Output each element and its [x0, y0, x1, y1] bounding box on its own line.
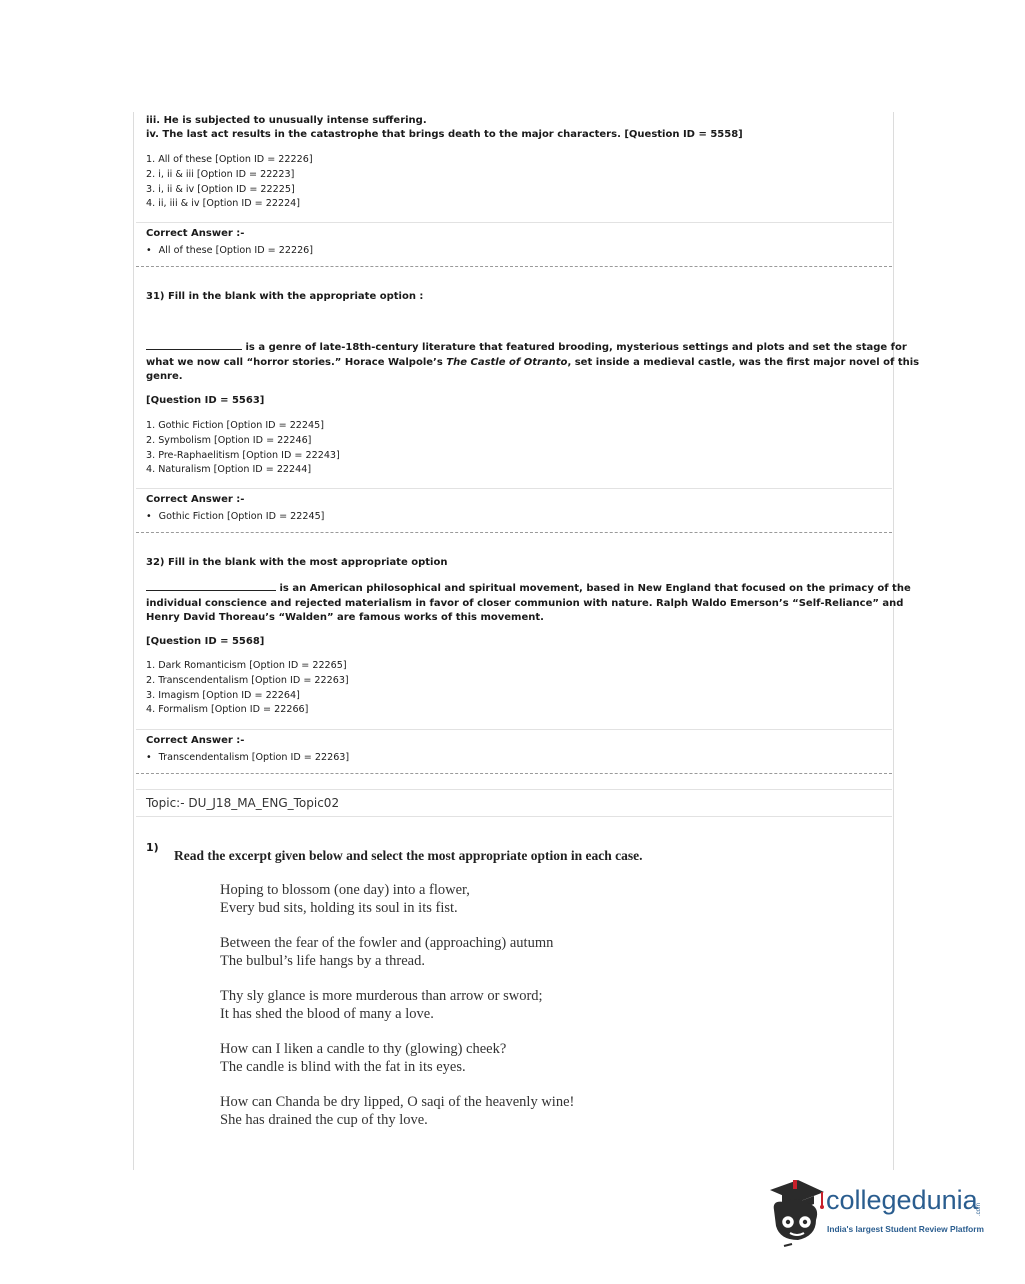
- q30-option: 2. i, ii & iii [Option ID = 22223]: [146, 168, 295, 180]
- q32-option: 1. Dark Romanticism [Option ID = 22265]: [146, 660, 347, 671]
- q31-stem: [146, 340, 920, 385]
- q32-option: 4. Formalism [Option ID = 22266]: [146, 704, 309, 716]
- q31-answer-label: Correct Answer :-: [146, 494, 245, 505]
- topic-label: Topic:- DU_J18_MA_ENG_Topic02: [146, 796, 340, 810]
- poem-line: Every bud sits, holding its soul in its fist.: [220, 900, 458, 916]
- q32-options: [146, 659, 349, 718]
- q32-heading: 32) Fill in the blank with the most appropriate option: [146, 557, 448, 568]
- q30-option: 3. i, ii & iv [Option ID = 22225]: [146, 183, 295, 195]
- poem-line: The candle is blind with the fat in its eyes.: [220, 1059, 466, 1075]
- poem-excerpt: [220, 881, 574, 1129]
- logo-com: .com: [976, 1202, 982, 1216]
- q31-option: 4. Naturalism [Option ID = 22244]: [146, 464, 312, 476]
- q31-option: 2. Symbolism [Option ID = 22246]: [146, 434, 312, 446]
- q30-options: [146, 153, 313, 212]
- q31-line-2b: , set inside a medieval castle, was the first major novel of this: [567, 356, 920, 368]
- separator: [136, 222, 892, 223]
- q31-line-3: genre.: [146, 371, 183, 383]
- q31-answer: • Gothic Fiction [Option ID = 22245]: [146, 510, 324, 525]
- q32-line-3: Henry David Thoreau’s “Walden” are famous works of this movement.: [146, 612, 544, 624]
- q30-statement-4: iv. The last act results in the catastrophe that brings death to the major characters. [Question ID = 5558]: [146, 129, 743, 140]
- poem-line: Thy sly glance is more murderous than arrow or sword;: [220, 988, 543, 1004]
- separator: [136, 773, 892, 774]
- q31-option: 3. Pre-Raphaelitism [Option ID = 22243]: [146, 449, 340, 461]
- q32-stem: [146, 581, 911, 626]
- q31-option: 1. Gothic Fiction [Option ID = 22245]: [146, 420, 324, 431]
- q31-question-id: [Question ID = 5563]: [146, 395, 265, 406]
- blank-line: [146, 581, 276, 591]
- q32-option: 3. Imagism [Option ID = 22264]: [146, 689, 300, 701]
- q30-answer: • All of these [Option ID = 22226]: [146, 244, 313, 259]
- q31-line-1: is a genre of late-18th-century literature that featured brooding, mysterious settings and plots and set the stage for: [245, 342, 907, 353]
- poem-line: It has shed the blood of many a love.: [220, 1006, 434, 1022]
- q30-option: 1. All of these [Option ID = 22226]: [146, 154, 313, 165]
- q30-option: 4. ii, iii & iv [Option ID = 22224]: [146, 198, 301, 210]
- q30-answer-label: Correct Answer :-: [146, 228, 245, 239]
- blank-line: [146, 340, 242, 350]
- mascot-icon: [764, 1176, 826, 1248]
- q31-options: [146, 419, 340, 478]
- poem-line: How can Chanda be dry lipped, O saqi of the heavenly wine!: [220, 1094, 575, 1110]
- separator: [136, 266, 892, 267]
- separator: [136, 729, 892, 730]
- q32-answer: • Transcendentalism [Option ID = 22263]: [146, 751, 349, 766]
- q1-instruction: Read the excerpt given below and select the most appropriate option in each case.: [174, 848, 643, 863]
- q32-option: 2. Transcendentalism [Option ID = 22263]: [146, 674, 349, 686]
- separator: [136, 789, 892, 790]
- q32-question-id: [Question ID = 5568]: [146, 636, 265, 647]
- q31-book-title: The Castle of Otranto: [446, 356, 568, 368]
- logo-tagline: India's largest Student Review Platform: [827, 1224, 984, 1234]
- poem-line: Between the fear of the fowler and (approaching) autumn: [220, 935, 554, 951]
- poem-line: How can I liken a candle to thy (glowing) cheek?: [220, 1041, 507, 1057]
- separator: [136, 532, 892, 533]
- separator: [136, 488, 892, 489]
- q31-heading: 31) Fill in the blank with the appropriate option :: [146, 291, 424, 302]
- separator: [136, 816, 892, 817]
- q32-answer-label: Correct Answer :-: [146, 735, 245, 746]
- logo-wordmark: collegedunia: [826, 1185, 978, 1215]
- poem-line: Hoping to blossom (one day) into a flower,: [220, 882, 470, 898]
- q32-line-1: is an American philosophical and spiritual movement, based in New England that focused on the primacy of the: [279, 583, 911, 594]
- q31-line-2a: what we now call “horror stories.” Horace Walpole’s: [146, 356, 447, 368]
- poem-line: The bulbul’s life hangs by a thread.: [220, 953, 425, 969]
- q32-line-2: individual conscience and rejected materialism in favor of closer communion with nature. Ralph Waldo Emerson’s “Self-Reliance” and: [146, 597, 904, 609]
- poem-line: She has drained the cup of thy love.: [220, 1112, 428, 1128]
- collegedunia-logo: [764, 1176, 994, 1250]
- q30-statement-3: iii. He is subjected to unusually intense suffering.: [146, 115, 427, 126]
- q1-number: 1): [146, 841, 159, 854]
